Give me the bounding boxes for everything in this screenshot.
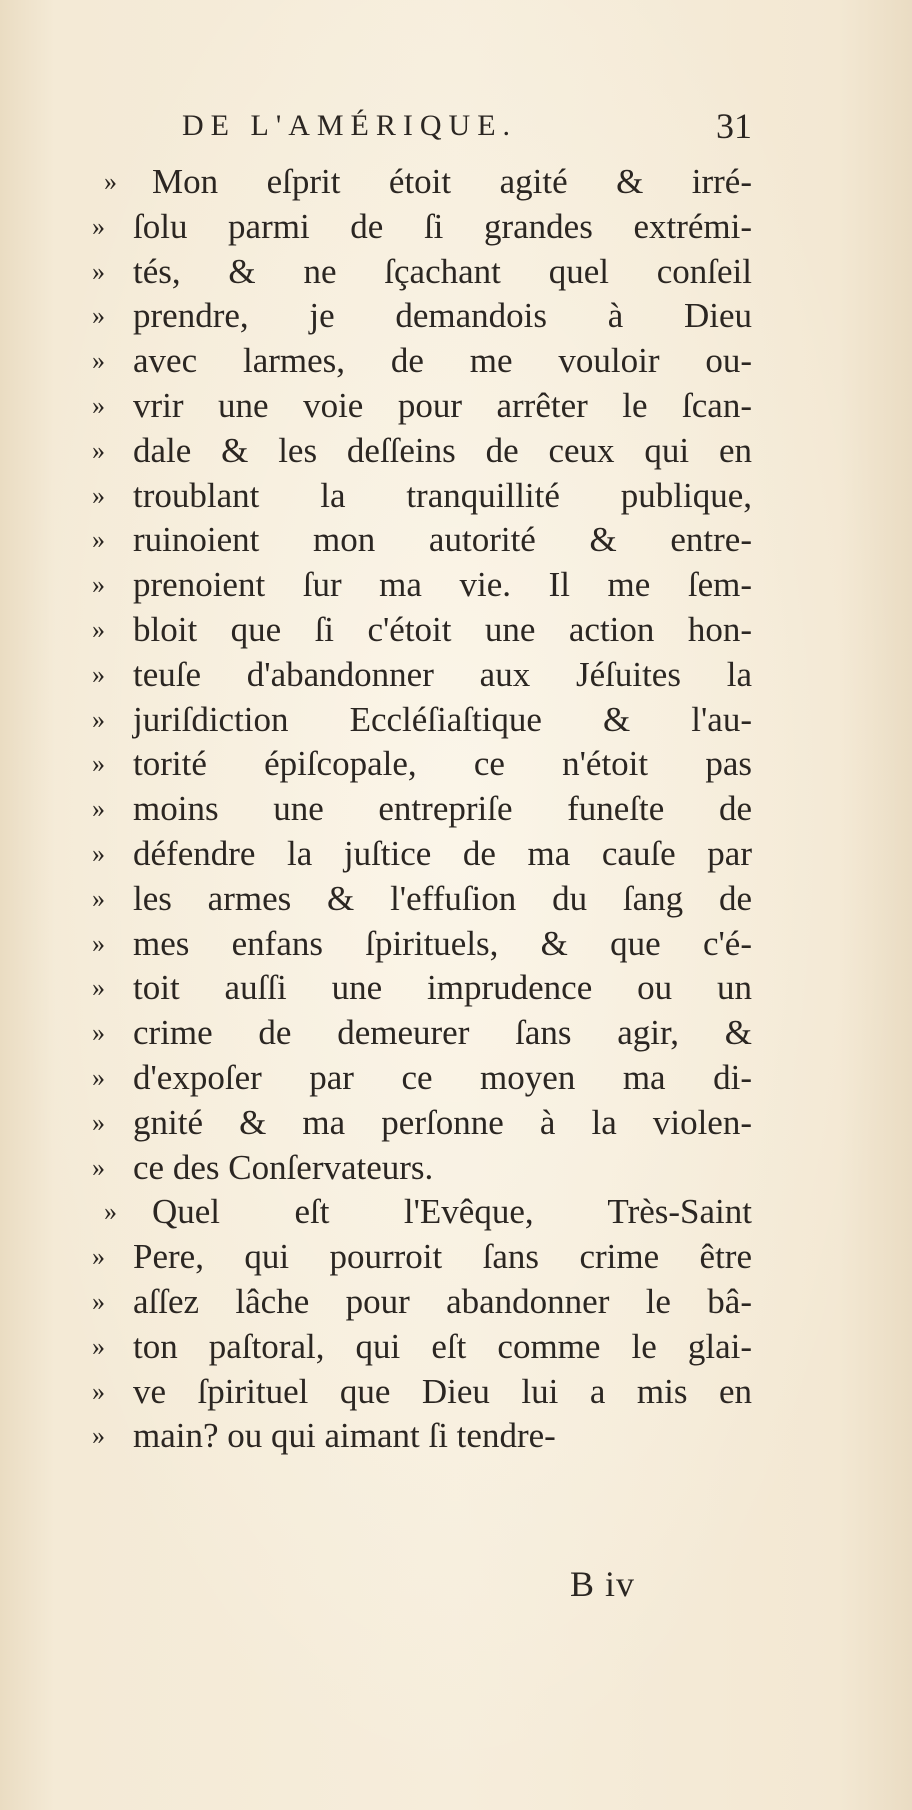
page-header — [182, 104, 752, 148]
text-line — [92, 1370, 752, 1415]
quote-mark: » — [92, 1152, 105, 1182]
text-line — [92, 518, 752, 563]
text-line — [92, 474, 752, 519]
text-line — [92, 429, 752, 474]
quote-mark: » — [92, 256, 105, 286]
line-text: défendre la juſtice de ma cauſe par — [133, 833, 752, 873]
text-line — [92, 742, 752, 787]
line-text: les armes & l'effuſion du ſang de — [133, 878, 752, 918]
line-text: crime de demeurer ſans agir, & — [133, 1013, 752, 1053]
quote-mark: » — [92, 1018, 105, 1048]
text-line — [92, 1146, 752, 1191]
quote-mark: » — [92, 659, 105, 689]
body-text — [92, 160, 752, 1459]
quote-mark: » — [92, 1421, 105, 1451]
line-text: Quel eſt l'Evêque, Très-Saint — [152, 1192, 752, 1232]
text-line — [92, 1235, 752, 1280]
text-line — [92, 966, 752, 1011]
text-line — [92, 653, 752, 698]
line-text: mes enfans ſpirituels, & que c'é- — [133, 923, 752, 963]
line-text: ve ſpirituel que Dieu lui a mis en — [133, 1371, 752, 1411]
line-text: toit auſſi une imprudence ou un — [133, 968, 752, 1008]
text-line — [92, 698, 752, 743]
text-line — [92, 1011, 752, 1056]
line-text: ce des Conſervateurs. — [133, 1147, 434, 1187]
quote-mark: » — [104, 1197, 117, 1227]
quote-mark: » — [92, 838, 105, 868]
text-line — [92, 1325, 752, 1370]
line-text: aſſez lâche pour abandonner le bâ- — [133, 1281, 752, 1321]
quote-mark: » — [92, 749, 105, 779]
signature-mark: B iv — [570, 1564, 636, 1604]
text-line — [92, 1190, 752, 1235]
quote-mark: » — [92, 794, 105, 824]
line-text: prenoient ſur ma vie. Il me ſem- — [133, 565, 752, 605]
text-line — [92, 160, 752, 205]
text-line — [92, 1101, 752, 1146]
quote-mark: » — [92, 883, 105, 913]
quote-mark: » — [92, 480, 105, 510]
quote-mark: » — [92, 570, 105, 600]
text-line — [92, 294, 752, 339]
quote-mark: » — [92, 928, 105, 958]
text-line — [92, 1280, 752, 1325]
line-text: dale & les deſſeins de ceux qui en — [133, 430, 752, 470]
line-text: prendre, je demandois à Dieu — [133, 296, 752, 336]
line-text: main? ou qui aimant ſi tendre- — [133, 1416, 556, 1456]
line-text: ſolu parmi de ſi grandes extrémi- — [133, 206, 752, 246]
line-text: avec larmes, de me vouloir ou- — [133, 341, 752, 381]
line-text: tés, & ne ſçachant quel conſeil — [133, 251, 752, 291]
quote-mark: » — [92, 1242, 105, 1272]
line-text: moins une entrepriſe funeſte de — [133, 789, 752, 829]
line-text: ton paſtoral, qui eſt comme le glai- — [133, 1326, 752, 1366]
quote-mark: » — [92, 1062, 105, 1092]
text-line — [92, 832, 752, 877]
quote-mark: » — [92, 1376, 105, 1406]
line-text: ruinoient mon autorité & entre- — [133, 520, 752, 560]
text-line — [92, 1056, 752, 1101]
quote-mark: » — [92, 346, 105, 376]
text-line — [92, 250, 752, 295]
page-number: 31 — [716, 106, 752, 146]
text-line — [92, 787, 752, 832]
quote-mark: » — [92, 1286, 105, 1316]
text-line — [92, 384, 752, 429]
line-text: Mon eſprit étoit agité & irré- — [152, 162, 752, 201]
line-text: Pere, qui pourroit ſans crime être — [133, 1237, 752, 1277]
quote-mark: » — [92, 973, 105, 1003]
line-text: troublant la tranquillité publique, — [133, 475, 752, 515]
text-line — [92, 205, 752, 250]
line-text: teuſe d'abandonner aux Jéſuites la — [133, 654, 752, 694]
line-text: bloit que ſi c'étoit une action hon- — [133, 609, 752, 649]
text-line — [92, 608, 752, 653]
quote-mark: » — [92, 435, 105, 465]
text-line — [92, 922, 752, 967]
line-text: gnité & ma perſonne à la violen- — [133, 1102, 752, 1142]
quote-mark: » — [92, 614, 105, 644]
quote-mark: » — [92, 211, 105, 241]
text-line — [92, 339, 752, 384]
quote-mark: » — [92, 301, 105, 331]
running-head: DE L'AMÉRIQUE. — [182, 109, 518, 142]
line-text: vrir une voie pour arrêter le ſcan- — [133, 385, 752, 425]
quote-mark: » — [92, 525, 105, 555]
line-text: d'expoſer par ce moyen ma di- — [133, 1057, 752, 1097]
line-text: juriſdiction Eccléſiaſtique & l'au- — [133, 699, 752, 739]
quote-mark: » — [92, 704, 105, 734]
quote-mark: » — [104, 167, 117, 196]
line-text: torité épiſcopale, ce n'étoit pas — [133, 744, 752, 784]
text-line — [92, 563, 752, 608]
quote-mark: » — [92, 1107, 105, 1137]
quote-mark: » — [92, 390, 105, 420]
text-line — [92, 1414, 752, 1459]
text-line — [92, 877, 752, 922]
quote-mark: » — [92, 1331, 105, 1361]
